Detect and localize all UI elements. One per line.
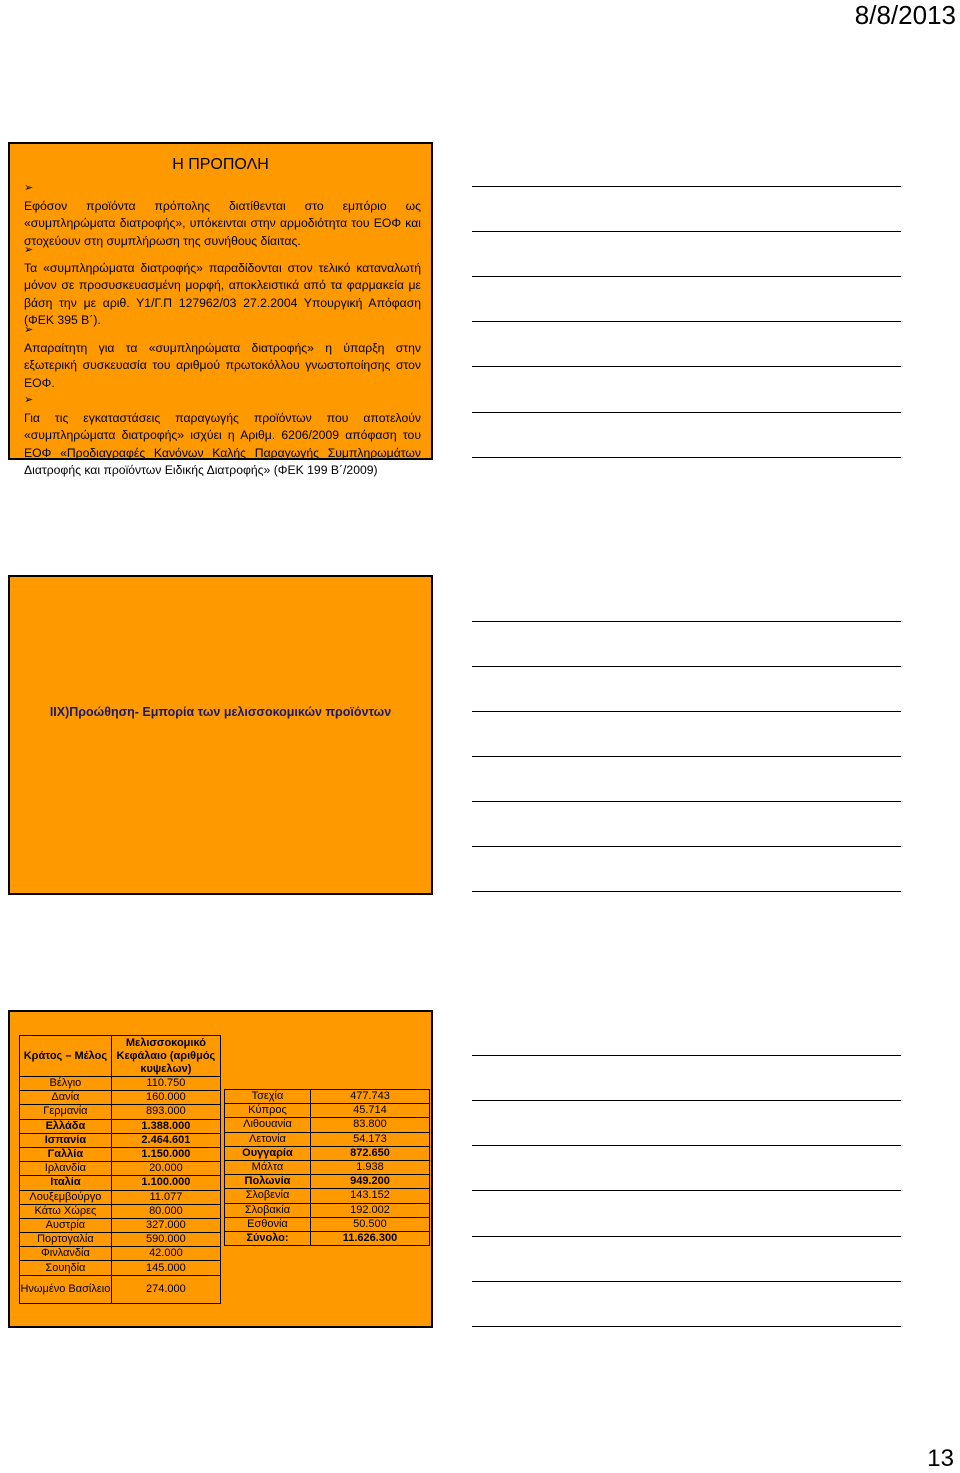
arrow-bullet-icon: ➢ [24,324,34,336]
hives-cell: 145.000 [111,1261,220,1275]
bullet-text [24,322,421,480]
country-cell: Σύνολο: [225,1231,311,1245]
beehives-table-left [19,1035,221,1304]
table-row [20,1077,221,1091]
table-row [225,1146,430,1160]
country-cell: Πολωνία [225,1175,311,1189]
table-row [225,1160,430,1174]
country-cell: Εσθονία [225,1217,311,1231]
table-row [20,1091,221,1105]
table-header-row [20,1036,221,1077]
table-row [20,1247,221,1261]
hives-cell: 893.000 [111,1105,220,1119]
slide-beekeeping-table [8,1010,433,1328]
table-row [225,1118,430,1132]
table-row [225,1175,430,1189]
slide-title: IIX)Προώθηση- Εμπορία των μελισσοκομικών προϊόντων [49,705,392,719]
country-cell: Κύπρος [225,1104,311,1118]
bullet-4: Για τις εγκαταστάσεις παραγωγής προϊόντων που αποτελούν «συμπληρώματα διατροφής» ισχύει η Αριθμ. 6206/2009 απόφαση του ΕΟΦ «Προδιαγραφές Κανόνων Καλής Παραγωγής Συμπληρωμάτων Διατροφής και προϊόντων Ειδικής Διατροφής» (ΦΕΚ 199 Β΄/2009) [24,410,421,477]
table-row [225,1217,430,1231]
table-row [20,1119,221,1133]
table-row [225,1132,430,1146]
country-cell: Ισπανία [20,1133,112,1147]
hives-cell: 11.077 [111,1190,220,1204]
bullet-text [24,242,421,330]
table-row [20,1233,221,1247]
country-cell: Τσεχία [225,1090,311,1104]
country-cell: Ηνωμένο Βασίλειο [20,1275,112,1303]
hives-cell: 477.743 [310,1090,429,1104]
country-cell: Σλοβενία [225,1189,311,1203]
country-cell: Ιρλανδία [20,1162,112,1176]
hives-cell: 160.000 [111,1091,220,1105]
country-cell: Μάλτα [225,1160,311,1174]
country-cell: Βέλγιο [20,1077,112,1091]
header-country: Κράτος – Μέλος [20,1036,112,1077]
table-row [225,1090,430,1104]
country-cell: Δανία [20,1091,112,1105]
country-cell: Ελλάδα [20,1119,112,1133]
country-cell: Φινλανδία [20,1247,112,1261]
table-row [20,1105,221,1119]
hives-cell: 80.000 [111,1204,220,1218]
hives-cell: 1.938 [310,1160,429,1174]
country-cell: Λουξεμβούργο [20,1190,112,1204]
table-row [225,1231,430,1245]
country-cell: Σλοβακία [225,1203,311,1217]
table-row [20,1147,221,1161]
table-row [20,1261,221,1275]
table-row [225,1203,430,1217]
hives-cell: 2.464.601 [111,1133,220,1147]
arrow-bullet-icon: ➢ [24,394,34,406]
table-row [225,1104,430,1118]
hives-cell: 872.650 [310,1146,429,1160]
header-capital: Μελισσοκομικό Κεφάλαιο (αριθμός κυψελων) [111,1036,220,1077]
country-cell: Γαλλία [20,1147,112,1161]
hives-cell: 192.002 [310,1203,429,1217]
hives-cell: 11.626.300 [310,1231,429,1245]
arrow-bullet-icon: ➢ [24,244,34,256]
hives-cell: 274.000 [111,1275,220,1303]
hives-cell: 54.173 [310,1132,429,1146]
hives-cell: 1.388.000 [111,1119,220,1133]
hives-cell: 327.000 [111,1218,220,1232]
table-row [20,1275,221,1303]
hives-cell: 590.000 [111,1233,220,1247]
bullet-3: Απαραίτητη για τα «συμπληρώματα διατροφής» η ύπαρξη στην εξωτερική συσκευασία του αριθμού πρωτοκόλλου γνωστοποίησης στον ΕΟΦ. [24,340,421,390]
hives-cell: 45.714 [310,1104,429,1118]
hives-cell: 110.750 [111,1077,220,1091]
table-row [225,1189,430,1203]
country-cell: Ουγγαρία [225,1146,311,1160]
hives-cell: 50.500 [310,1217,429,1231]
hives-cell: 1.150.000 [111,1147,220,1161]
arrow-bullet-icon: ➢ [24,182,34,194]
hives-cell: 949.200 [310,1175,429,1189]
table-row [20,1162,221,1176]
country-cell: Λετονία [225,1132,311,1146]
slide-title: Η ΠΡΟΠΟΛΗ [172,156,269,173]
hives-cell: 20.000 [111,1162,220,1176]
bullet-2: Τα «συμπληρώματα διατροφής» παραδίδονται στον τελικό καταναλωτή μόνον σε προσυσκευασμένη μορφή, αποκλειστικά από τα φαρμακεία με βάση την με αριθ. Υ1/Γ.Π 127962/03 27.2.2004 Υπουργική Απόφαση (ΦΕΚ 395 Β΄). [24,260,421,327]
table-row [20,1190,221,1204]
beehives-table-right [224,1089,430,1246]
hives-cell: 42.000 [111,1247,220,1261]
bullet-text [24,180,421,250]
country-cell: Αυστρία [20,1218,112,1232]
country-cell: Λιθουανία [225,1118,311,1132]
bullet-1: Εφόσον προϊόντα πρόπολης διατίθενται στο εμπόριο ως «συμπληρώματα διατροφής», υπόκεινται στην αρμοδιότητα του ΕΟΦ και στοχεύουν στη συμπλήρωση της συνήθους δίαιτας. [24,198,421,248]
hives-cell: 143.152 [310,1189,429,1203]
hives-cell: 1.100.000 [111,1176,220,1190]
page-number: 13 [927,1445,954,1472]
country-cell: Γερμανία [20,1105,112,1119]
slide-propolis [8,142,433,477]
country-cell: Πορτογαλία [20,1233,112,1247]
table-row [20,1133,221,1147]
country-cell: Κάτω Χώρες [20,1204,112,1218]
hives-cell: 83.800 [310,1118,429,1132]
table-row [20,1204,221,1218]
table-row [20,1176,221,1190]
country-cell: Ιταλία [20,1176,112,1190]
slide-promotion [8,575,433,895]
country-cell: Σουηδία [20,1261,112,1275]
table-row [20,1218,221,1232]
header-date: 8/8/2013 [854,0,956,30]
